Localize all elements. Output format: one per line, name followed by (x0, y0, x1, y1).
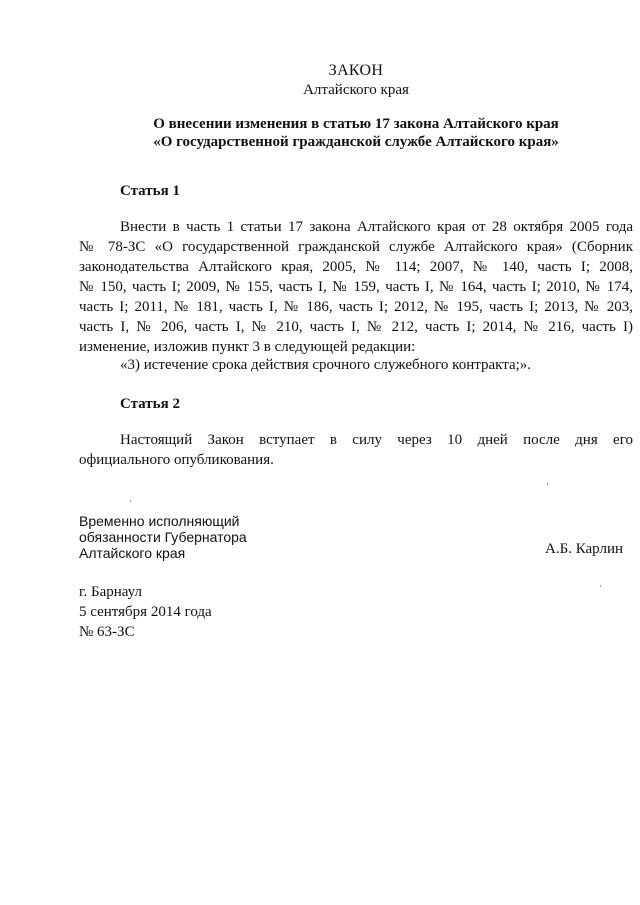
article-2-line: официального опубликования. (79, 452, 274, 468)
article-1-line: часть I, № 206, часть I, № 210, часть I, № 212, часть I; 2014, № 216, часть I) (79, 319, 633, 335)
document-date: 5 сентября 2014 года (79, 604, 212, 620)
article-1-heading: Статья 1 (120, 183, 180, 199)
signer-position (79, 513, 247, 561)
scan-speck (547, 483, 548, 485)
document-title-line-2: «О государственной гражданской службе Алтайского края» (153, 134, 559, 150)
document-number: № 63-ЗС (79, 624, 135, 640)
article-1-line: часть I; 2011, № 181, часть I, № 186, часть I; 2012, № 195, часть I; 2013, № 203, (79, 299, 633, 315)
document-type: ЗАКОН (328, 62, 384, 79)
document-footer (79, 582, 212, 642)
article-1-line: № 78-ЗС «О государственной гражданской службе Алтайского края» (Сборник (79, 239, 633, 255)
article-1-paragraph (79, 217, 633, 357)
signer-position-line: Алтайского края (79, 545, 186, 561)
article-1-line: Внести в часть 1 статьи 17 закона Алтайского края от 28 октября 2005 года (120, 219, 633, 235)
signer-name: А.Б. Карлин (545, 541, 624, 557)
article-1-line: № 150, часть I; 2009, № 155, часть I, № 159, часть I, № 164, часть I; 2010, № 174, (79, 279, 633, 295)
article-1-quote: «3) истечение срока действия срочного служебного контракта;». (120, 357, 532, 373)
scan-speck (600, 585, 601, 587)
document-city: г. Барнаул (79, 584, 142, 600)
scan-speck (130, 500, 131, 502)
signer-position-line: Временно исполняющий (79, 513, 240, 529)
article-2-heading: Статья 2 (120, 396, 180, 412)
signer-position-line: обязанности Губернатора (79, 529, 247, 545)
article-2-line: Настоящий Закон вступает в силу через 10 дней после дня его (120, 432, 633, 448)
article-2-paragraph (79, 430, 633, 470)
document-region: Алтайского края (303, 82, 409, 98)
article-1-line: изменение, изложив пункт 3 в следующей редакции: (79, 339, 416, 355)
article-1-line: законодательства Алтайского края, 2005, № 114; 2007, № 140, часть I; 2008, (79, 259, 633, 275)
document-title-line-1: О внесении изменения в статью 17 закона Алтайского края (153, 116, 559, 132)
